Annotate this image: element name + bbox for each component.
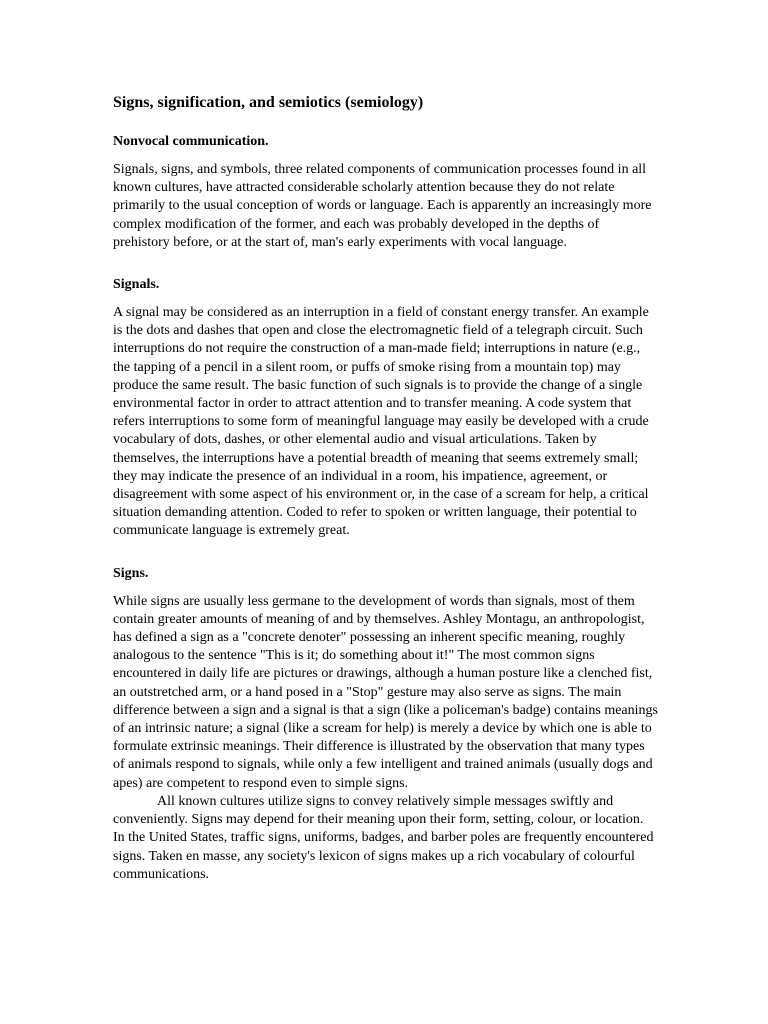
document-title: Signs, signification, and semiotics (semiology) [113,94,424,111]
section-nonvocal-communication [113,133,658,252]
section-signs [113,565,658,884]
paragraph: Signals, signs, and symbols, three related components of communication processes found in all known cultures, have attracted considerable scholarly attention because they do not relate primarily to the usual conception of words or language. Each is apparently an increasingly more complex modification of the former, and each was probably developed in the depths of prehistory before, or at the start of, man's early experiments with vocal language. [113,162,652,250]
section-heading: Signals. [113,277,160,293]
paragraph: While signs are usually less germane to the development of words than signals, most of them contain greater amounts of meaning of and by themselves. Ashley Montagu, an anthropologist, has defined a sign as a "concrete denoter" possessing an inherent specific meaning, roughly analogous to the sentence "This is it; do something about it!" The most common signs encountered in daily life are pictures or drawings, although a human posture like a clenched fist, an outstretched arm, or a hand posed in a "Stop" gesture may also serve as signs. The main difference between a sign and a signal is that a sign (like a policeman's badge) contains meanings of an intrinsic nature; a signal (like a scream for help) is merely a device by which one is able to formulate extrinsic meanings. Their difference is illustrated by the observation that many types of animals respond to signals, while only a few intelligent and trained animals (usually dogs and apes) are competent to respond even to simple signs. [113,593,658,791]
section-heading: Nonvocal communication. [113,134,269,149]
section-signals [113,276,658,541]
document-body [113,93,658,902]
section-heading: Signs. [113,565,149,581]
paragraph: All known cultures utilize signs to convey relatively simple messages swiftly and conveniently. Signs may depend for their meaning upon their form, setting, colour, or location. In the United States, traffic signs, uniforms, badges, and barber poles are frequently encountered signs. Taken en masse, any society's lexicon of signs makes up a rich vocabulary of colourful communications. [113,793,654,882]
paragraph: A signal may be considered as an interruption in a field of constant energy transfer. An example is the dots and dashes that open and close the electromagnetic field of a telegraph circuit. Such interruptions do not require the construction of a man-made field; interruptions in nature (e.g., the tapping of a pencil in a silent room, or puffs of smoke rising from a mountain top) may produce the same result. The basic function of such signals is to provide the change of a single environmental factor in order to attract attention and to transfer meaning. A code system that refers interruptions to some form of meaningful language may easily be developed with a crude vocabulary of dots, dashes, or other elemental audio and visual articulations. Taken by themselves, the interruptions have a potential breadth of meaning that seems extremely small; they may indicate the presence of an individual in a room, his impatience, agreement, or disagreement with some aspect of his environment or, in the case of a scream for help, a critical situation demanding attention. Coded to refer to spoken or written language, their potential to communicate language is extremely great. [113,305,649,539]
